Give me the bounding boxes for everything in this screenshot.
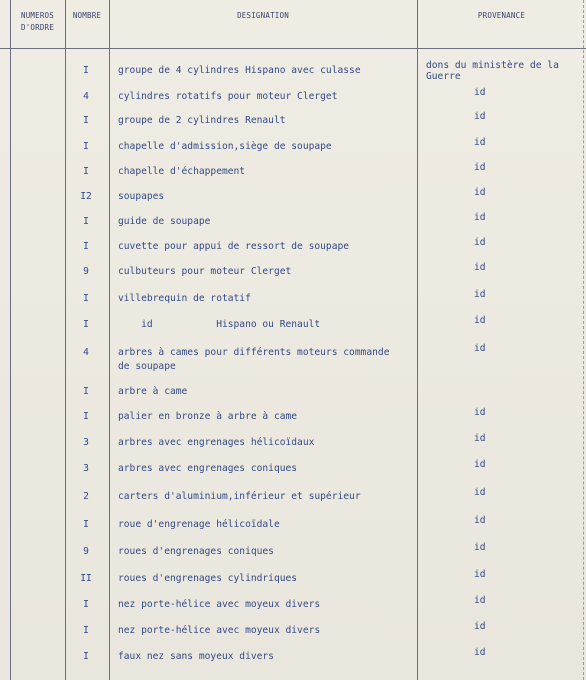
row-nombre: 2 bbox=[83, 491, 89, 502]
row-designation: id Hispano ou Renault bbox=[118, 319, 321, 330]
row-designation: roues d'engrenages coniques bbox=[118, 546, 274, 557]
row-nombre: I bbox=[83, 241, 89, 252]
row-designation: arbres à cames pour différents moteurs commande bbox=[118, 347, 390, 358]
row-designation-continued: de soupape bbox=[118, 361, 176, 372]
header-nombre: NOMBRE bbox=[72, 11, 102, 20]
row-nombre: I bbox=[83, 519, 89, 530]
row-nombre: I bbox=[83, 115, 89, 126]
row-nombre: I bbox=[83, 386, 89, 397]
row-nombre: I bbox=[83, 141, 89, 152]
margin-line bbox=[583, 0, 584, 680]
row-nombre: 9 bbox=[83, 266, 89, 277]
row-nombre: 4 bbox=[83, 91, 89, 102]
row-designation: chapelle d'admission,siège de soupape bbox=[118, 141, 332, 152]
row-nombre: I bbox=[83, 625, 89, 636]
row-designation: guide de soupape bbox=[118, 216, 211, 227]
column-line bbox=[417, 0, 418, 680]
row-provenance: id bbox=[474, 237, 486, 248]
row-nombre: I bbox=[83, 651, 89, 662]
row-designation: nez porte-hélice avec moyeux divers bbox=[118, 625, 321, 636]
row-provenance: id bbox=[474, 262, 486, 273]
row-provenance: id bbox=[474, 487, 486, 498]
row-provenance: id bbox=[474, 459, 486, 470]
row-designation: arbres avec engrenages coniques bbox=[118, 463, 298, 474]
row-provenance: id bbox=[474, 137, 486, 148]
row-nombre: II bbox=[80, 573, 92, 584]
row-provenance: id bbox=[474, 87, 486, 98]
row-designation: arbres avec engrenages hélicoïdaux bbox=[118, 437, 315, 448]
header-rule bbox=[0, 48, 586, 49]
row-nombre: I bbox=[83, 293, 89, 304]
row-designation: cuvette pour appui de ressort de soupape bbox=[118, 241, 350, 252]
row-designation: groupe de 4 cylindres Hispano avec culasse bbox=[118, 65, 361, 76]
row-provenance: id bbox=[474, 433, 486, 444]
row-designation: roues d'engrenages cylindriques bbox=[118, 573, 298, 584]
row-nombre: I2 bbox=[80, 191, 92, 202]
row-nombre: 4 bbox=[83, 347, 89, 358]
row-provenance: id bbox=[474, 542, 486, 553]
row-designation: soupapes bbox=[118, 191, 165, 202]
header-provenance: PROVENANCE bbox=[477, 11, 526, 20]
row-provenance: id bbox=[474, 647, 486, 658]
row-provenance: id bbox=[474, 187, 486, 198]
row-nombre: I bbox=[83, 216, 89, 227]
row-provenance: dons du ministère de la Guerre bbox=[426, 60, 559, 82]
column-line bbox=[10, 0, 11, 680]
row-nombre: I bbox=[83, 65, 89, 76]
row-nombre: I bbox=[83, 319, 89, 330]
header-designation: DESIGNATION bbox=[237, 11, 289, 20]
row-designation: roue d'engrenage hélicoïdale bbox=[118, 519, 280, 530]
row-provenance: id bbox=[474, 407, 486, 418]
row-nombre: 3 bbox=[83, 463, 89, 474]
row-designation: nez porte-hélice avec moyeux divers bbox=[118, 599, 321, 610]
row-provenance: id bbox=[474, 515, 486, 526]
row-provenance: id bbox=[474, 212, 486, 223]
row-provenance: id bbox=[474, 595, 486, 606]
row-designation: chapelle d'échappement bbox=[118, 166, 246, 177]
row-provenance: id bbox=[474, 621, 486, 632]
row-provenance: id bbox=[474, 111, 486, 122]
row-designation: palier en bronze à arbre à came bbox=[118, 411, 298, 422]
row-provenance: id bbox=[474, 162, 486, 173]
row-designation: carters d'aluminium,inférieur et supérieur bbox=[118, 491, 361, 502]
row-designation: villebrequin de rotatif bbox=[118, 293, 251, 304]
row-provenance: id bbox=[474, 289, 486, 300]
row-designation: culbuteurs pour moteur Clerget bbox=[118, 266, 292, 277]
row-nombre: I bbox=[83, 166, 89, 177]
row-designation: arbre à came bbox=[118, 386, 188, 397]
row-nombre: I bbox=[83, 599, 89, 610]
row-provenance: id bbox=[474, 569, 486, 580]
row-designation: groupe de 2 cylindres Renault bbox=[118, 115, 286, 126]
header-numeros: NUMEROS D'ORDRE bbox=[20, 11, 54, 32]
row-designation: cylindres rotatifs pour moteur Clerget bbox=[118, 91, 338, 102]
row-nombre: 3 bbox=[83, 437, 89, 448]
row-nombre: I bbox=[83, 411, 89, 422]
row-designation: faux nez sans moyeux divers bbox=[118, 651, 274, 662]
row-provenance: id bbox=[474, 315, 486, 326]
row-provenance: id bbox=[474, 343, 486, 354]
row-nombre: 9 bbox=[83, 546, 89, 557]
